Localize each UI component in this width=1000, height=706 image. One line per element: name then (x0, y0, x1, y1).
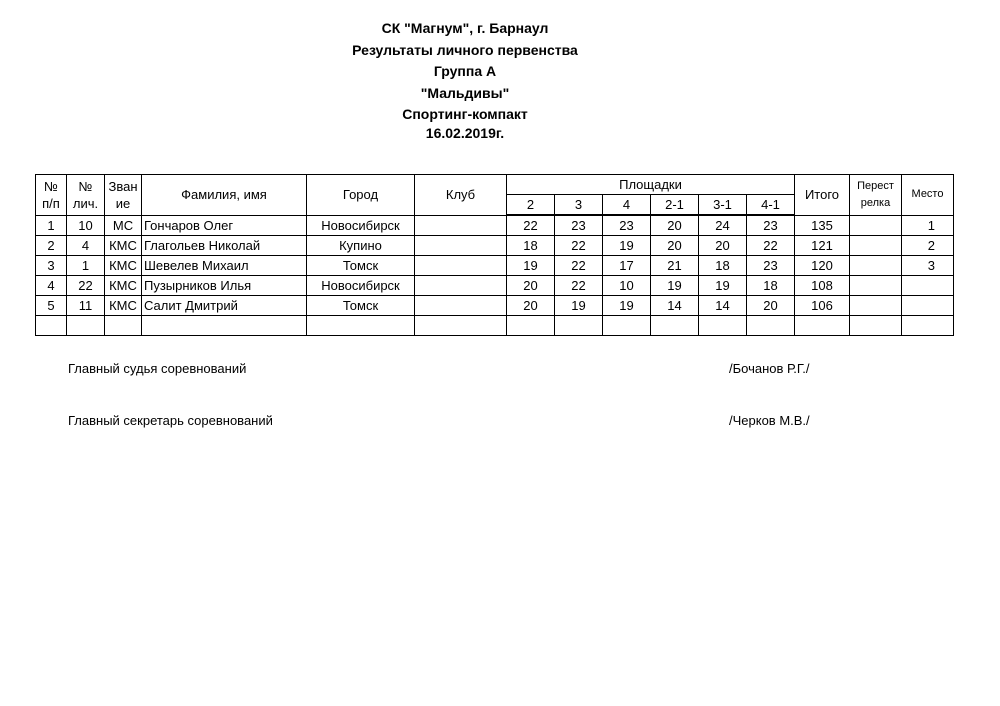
cell-place (902, 276, 954, 296)
cell-score: 18 (699, 256, 747, 276)
document-title: Результаты личного первенства (352, 41, 578, 58)
cell-score: 20 (699, 236, 747, 256)
cell-score: 19 (555, 296, 603, 316)
event-date: 16.02.2019г. (425, 124, 505, 141)
cell-total: 106 (795, 296, 850, 316)
col-stands-header: Площадки (507, 175, 795, 195)
cell-score: 19 (651, 276, 699, 296)
stand-header: 3 (555, 195, 603, 216)
cell-name: Салит Дмитрий (142, 296, 307, 316)
cell-score: 20 (507, 276, 555, 296)
cell-score: 19 (603, 236, 651, 256)
stand-header: 2 (507, 195, 555, 216)
cell-empty (747, 316, 795, 336)
col-club-header: Клуб (415, 175, 507, 216)
cell-place (902, 296, 954, 316)
cell-rank: КМС (105, 256, 142, 276)
table-row (36, 256, 954, 276)
cell-empty (699, 316, 747, 336)
cell-score: 20 (651, 215, 699, 236)
cell-total: 120 (795, 256, 850, 276)
cell-city: Новосибирск (307, 276, 415, 296)
cell-empty (902, 316, 954, 336)
chief-judge-name: /Бочанов Р.Г./ (729, 361, 810, 376)
cell-score: 22 (747, 236, 795, 256)
cell-city: Томск (307, 296, 415, 316)
col-name-header: Фамилия, имя (142, 175, 307, 216)
cell-rank: КМС (105, 296, 142, 316)
col-lic-header (67, 175, 105, 216)
cell-num: 5 (36, 296, 67, 316)
cell-club (415, 276, 507, 296)
cell-empty (142, 316, 307, 336)
cell-score: 20 (651, 236, 699, 256)
cell-total: 135 (795, 215, 850, 236)
document-header (0, 18, 930, 140)
table-row (36, 215, 954, 236)
cell-club (415, 236, 507, 256)
table-row (36, 276, 954, 296)
cell-empty (555, 316, 603, 336)
cell-club (415, 296, 507, 316)
cell-score: 14 (651, 296, 699, 316)
col-rank-bottom: ие (115, 195, 131, 211)
col-lic-top: № (78, 178, 93, 194)
cell-rank: МС (105, 215, 142, 236)
cell-shootoff (850, 276, 902, 296)
col-place-header: Место (902, 175, 954, 216)
cell-num: 1 (36, 215, 67, 236)
cell-score: 21 (651, 256, 699, 276)
group-title: Группа А (433, 63, 497, 79)
results-body (36, 215, 954, 336)
chief-judge-role: Главный судья соревнований (68, 361, 247, 376)
cell-shootoff (850, 215, 902, 236)
cell-empty (307, 316, 415, 336)
col-shootoff-header (850, 175, 902, 216)
cell-empty (67, 316, 105, 336)
cell-club (415, 215, 507, 236)
cell-name: Шевелев Михаил (142, 256, 307, 276)
event-title: "Мальдивы" (420, 84, 510, 101)
cell-rank: КМС (105, 276, 142, 296)
stand-header: 4 (603, 195, 651, 216)
table-row-empty (36, 316, 954, 336)
cell-place: 3 (902, 256, 954, 276)
stand-header: 3-1 (699, 195, 747, 216)
cell-score: 17 (603, 256, 651, 276)
cell-score: 23 (603, 215, 651, 236)
cell-city: Новосибирск (307, 215, 415, 236)
col-num-bottom: п/п (42, 195, 60, 211)
col-num-header (36, 175, 67, 216)
cell-lic: 11 (67, 296, 105, 316)
cell-lic: 1 (67, 256, 105, 276)
col-lic-bottom: лич. (72, 195, 99, 211)
cell-empty (507, 316, 555, 336)
col-city-header: Город (307, 175, 415, 216)
cell-empty (415, 316, 507, 336)
cell-score: 18 (507, 236, 555, 256)
results-table (35, 174, 954, 336)
col-shootoff-bottom: релка (860, 196, 891, 209)
cell-name: Гончаров Олег (142, 215, 307, 236)
cell-empty (105, 316, 142, 336)
table-header-row (36, 175, 954, 195)
col-rank-top: Зван (108, 178, 138, 194)
cell-shootoff (850, 236, 902, 256)
cell-total: 108 (795, 276, 850, 296)
cell-score: 22 (507, 215, 555, 236)
cell-score: 10 (603, 276, 651, 296)
cell-empty (603, 316, 651, 336)
cell-lic: 22 (67, 276, 105, 296)
cell-score: 14 (699, 296, 747, 316)
cell-score: 20 (747, 296, 795, 316)
cell-score: 19 (699, 276, 747, 296)
col-shootoff-top: Перест (857, 179, 894, 192)
table-row (36, 296, 954, 316)
cell-place: 1 (902, 215, 954, 236)
col-rank-header (105, 175, 142, 216)
cell-score: 23 (747, 256, 795, 276)
cell-name: Глагольев Николай (142, 236, 307, 256)
cell-total: 121 (795, 236, 850, 256)
cell-score: 19 (603, 296, 651, 316)
stand-header: 2-1 (651, 195, 699, 216)
discipline-title: Спортинг-компакт (402, 106, 528, 122)
cell-shootoff (850, 256, 902, 276)
cell-empty (850, 316, 902, 336)
stand-header: 4-1 (747, 195, 795, 216)
cell-score: 24 (699, 215, 747, 236)
chief-secretary-line (68, 413, 848, 431)
col-total-header: Итого (795, 175, 850, 216)
cell-empty (651, 316, 699, 336)
table-row (36, 236, 954, 256)
cell-lic: 4 (67, 236, 105, 256)
cell-score: 18 (747, 276, 795, 296)
cell-score: 20 (507, 296, 555, 316)
cell-city: Томск (307, 256, 415, 276)
cell-score: 19 (507, 256, 555, 276)
cell-name: Пузырников Илья (142, 276, 307, 296)
cell-score: 22 (555, 236, 603, 256)
chief-judge-line (68, 361, 848, 379)
cell-num: 2 (36, 236, 67, 256)
cell-club (415, 256, 507, 276)
cell-city: Купино (307, 236, 415, 256)
cell-score: 22 (555, 276, 603, 296)
cell-empty (36, 316, 67, 336)
cell-rank: КМС (105, 236, 142, 256)
cell-score: 22 (555, 256, 603, 276)
cell-num: 4 (36, 276, 67, 296)
cell-place: 2 (902, 236, 954, 256)
cell-score: 23 (555, 215, 603, 236)
club-title: СК "Магнум", г. Барнаул (381, 20, 549, 36)
cell-empty (795, 316, 850, 336)
chief-secretary-role: Главный секретарь соревнований (68, 413, 273, 428)
cell-score: 23 (747, 215, 795, 236)
chief-secretary-name: /Черков М.В./ (729, 413, 810, 428)
cell-shootoff (850, 296, 902, 316)
cell-num: 3 (36, 256, 67, 276)
col-num-top: № (44, 178, 58, 194)
cell-lic: 10 (67, 215, 105, 236)
